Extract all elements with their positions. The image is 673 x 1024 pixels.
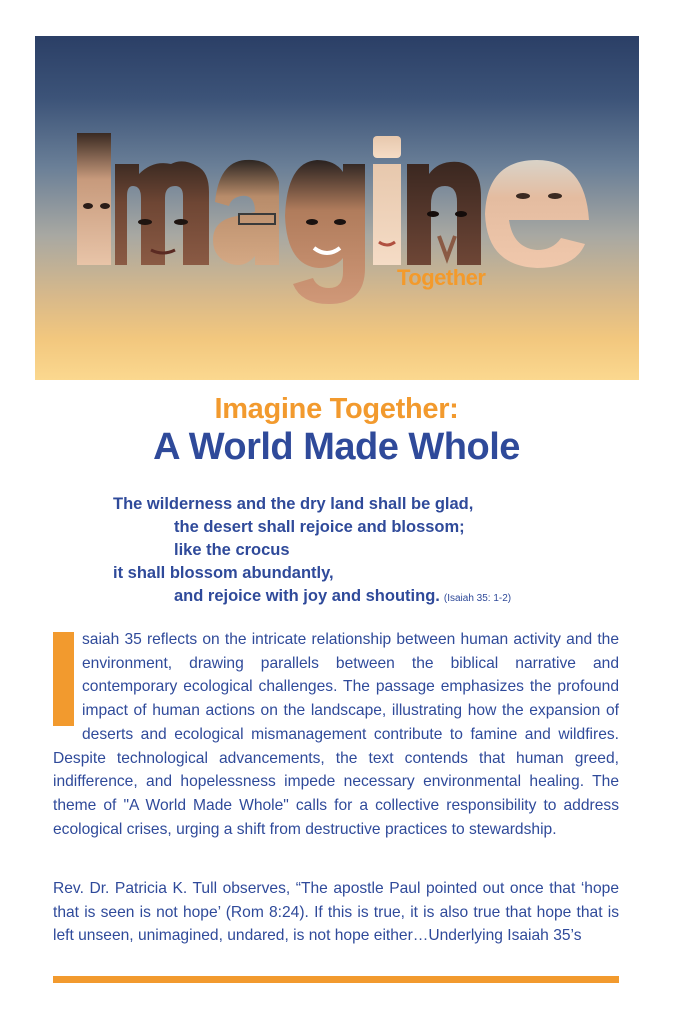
letter-e [485,160,589,268]
body-paragraph-2: Rev. Dr. Patricia K. Tull observes, “The apostle Paul pointed out once that ‘hope that is seen is not hope’ (Rom 8:24). If this is true, it is also true that hope that is left unseen, unimagined, undared, is not hope either…Underlying Isaiah 35’s [53,880,619,945]
poem-quote [113,493,613,610]
imagine-wordmark [35,36,639,380]
header-banner [35,36,639,380]
letter-n [407,162,481,265]
poem-line: like the crocus [174,541,290,559]
poem-line: and rejoice with joy and shouting. [174,587,440,605]
poem-line: it shall blossom abundantly, [113,564,334,582]
poem-line: the desert shall rejoice and blossom; [174,518,465,536]
body-paragraph-1 [53,628,619,841]
letter-g [285,160,365,304]
title-line-2: A World Made Whole [153,426,520,468]
poem-line-last [113,585,613,610]
letter-i2 [373,136,401,265]
poem-citation: (Isaiah 35: 1-2) [443,593,512,604]
title-line-1: Imagine Together: [214,393,459,425]
banner-subword: Together [397,265,486,290]
letter-a [213,160,279,265]
paragraph-text: saiah 35 reflects on the intricate relationship between human activity and the environment, drawing parallels between the biblical narrative and contemporary ecological challenges. The passage emphasizes the profound impact of human actions on the landscape, illustrating how the expansion of deserts and ecological mismanagement contribute to famine and wildfires. Despite technological advancements, the text contends that human greed, indifference, and hopelessness impede necessary environmental healing. The theme of "A World Made Whole" calls for a collective responsibility to address ecological crises, urging a shift from destructive practices to stewardship. [53,631,619,838]
letter-m [115,161,209,265]
drop-cap-bar [53,632,74,726]
poem-line: The wilderness and the dry land shall be glad, [113,495,474,513]
footer-rule [53,976,619,983]
letter-i [77,133,111,265]
